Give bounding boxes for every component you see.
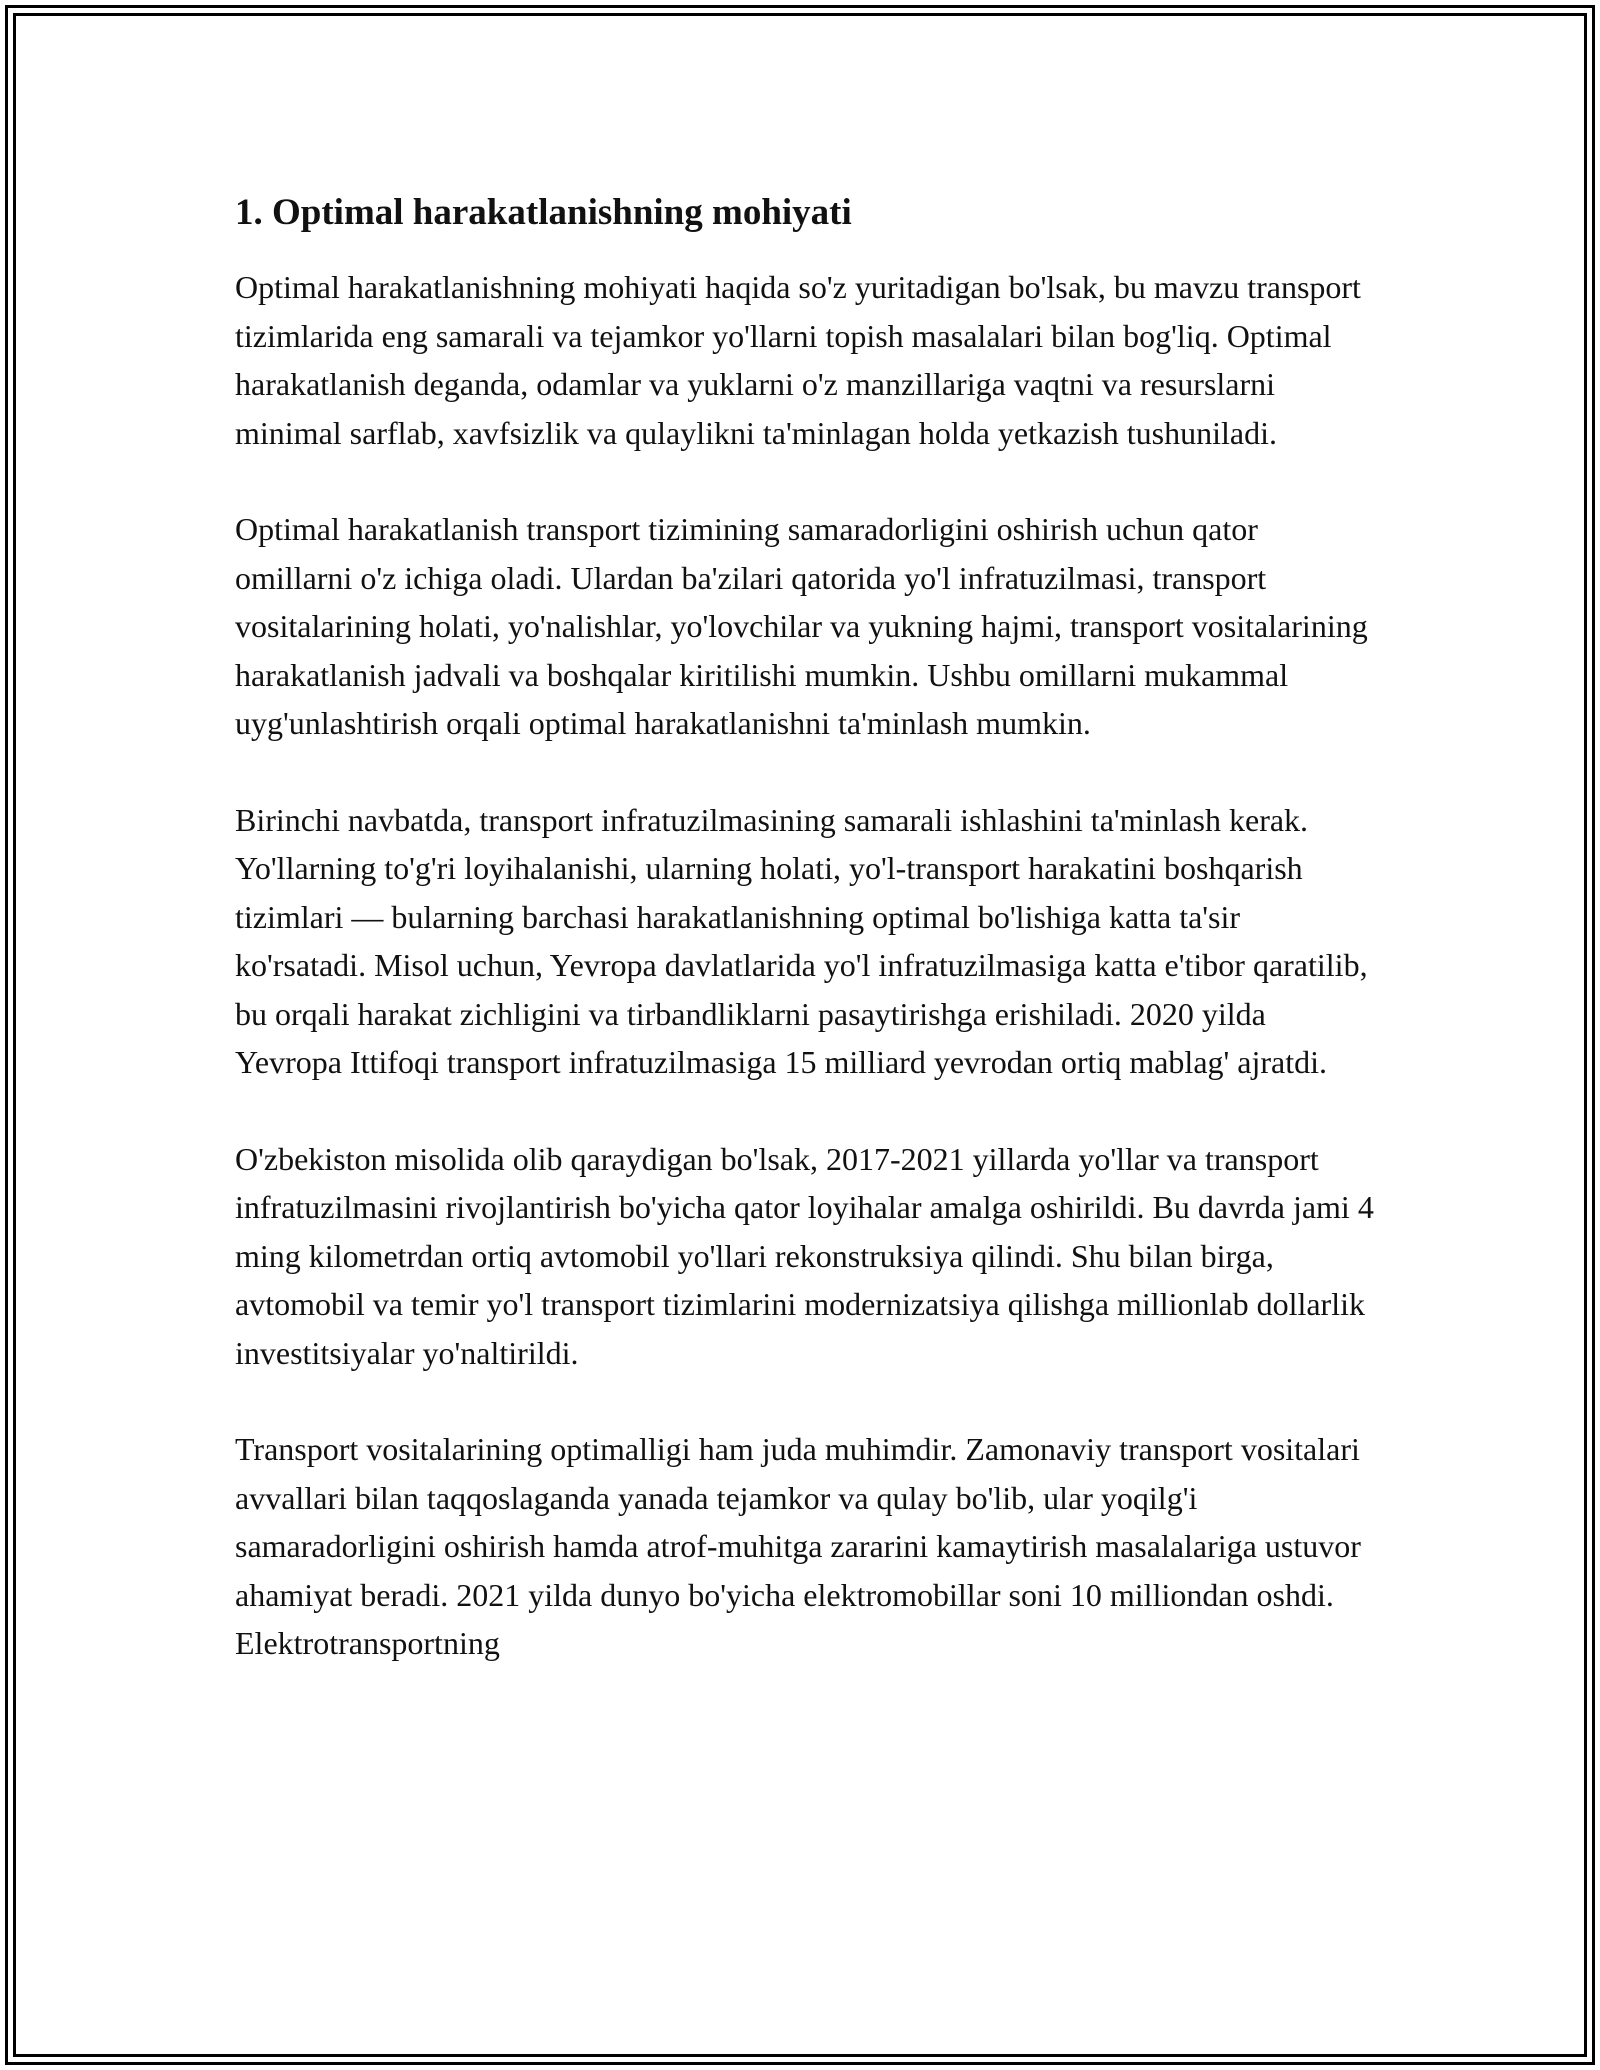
paragraph-2: Optimal harakatlanish transport tizimining samaradorligini oshirish uchun qator omillarni o'z ichiga oladi. Ulardan ba'zilari qatorida yo'l infratuzilmasi, transport vositalarining holati, yo'nalishlar, yo'lovchilar va yukning hajmi, transport vositalarining harakatlanish jadvali va boshqalar kiritilishi mumkin. Ushbu omillarni mukammal uyg'unlashtirish orqali optimal harakatlanishni ta'minlash mumkin. — [235, 511, 1368, 741]
paragraph-5: Transport vositalarining optimalligi ham juda muhimdir. Zamonaviy transport vositalari avvallari bilan taqqoslaganda yanada tejamkor va qulay bo'lib, ular yoqilg'i samaradorligini oshirish hamda atrof-muhitga zararini kamaytirish masalalariga ustuvor ahamiyat beradi. 2021 yilda dunyo bo'yicha elektromobillar soni 10 milliondan oshdi. Elektrotransportning — [235, 1431, 1361, 1661]
paragraph-1: Optimal harakatlanishning mohiyati haqida so'z yuritadigan bo'lsak, bu mavzu transport tizimlarida eng samarali va tejamkor yo'llarni topish masalalari bilan bog'liq. Optimal harakatlanish deganda, odamlar va yuklarni o'z manzillariga vaqtni va resurslarni minimal sarflab, xavfsizlik va qulaylikni ta'minlagan holda yetkazish tushuniladi. — [235, 269, 1361, 451]
paragraph-3: Birinchi navbatda, transport infratuzilmasining samarali ishlashini ta'minlash kerak. Yo'llarning to'g'ri loyihalanishi, ularning holati, yo'l-transport harakatini boshqarish tizimlari — bularning barchasi harakatlanishning optimal bo'lishiga katta ta'sir ko'rsatadi. Misol uchun, Yevropa davlatlarida yo'l infratuzilmasiga katta e'tibor qaratilib, bu orqali harakat zichligini va tirbandliklarni pasaytirishga erishiladi. 2020 yilda Yevropa Ittifoqi transport infratuzilmasiga 15 milliard yevrodan ortiq mablag' ajratdi. — [235, 801, 1368, 1080]
document-body — [235, 185, 1375, 1716]
paragraph-4: O'zbekiston misolida olib qaraydigan bo'lsak, 2017-2021 yillarda yo'llar va transport infratuzilmasini rivojlantirish bo'yicha qator loyihalar amalga oshirildi. Bu davrda jami 4 ming kilometrdan ortiq avtomobil yo'llari rekonstruksiya qilindi. Shu bilan birga, avtomobil va temir yo'l transport tizimlarini modernizatsiya qilishga millionlab dollarlik investitsiyalar yo'naltirildi. — [235, 1140, 1374, 1371]
section-heading: 1. Optimal harakatlanishning mohiyati — [235, 192, 852, 233]
